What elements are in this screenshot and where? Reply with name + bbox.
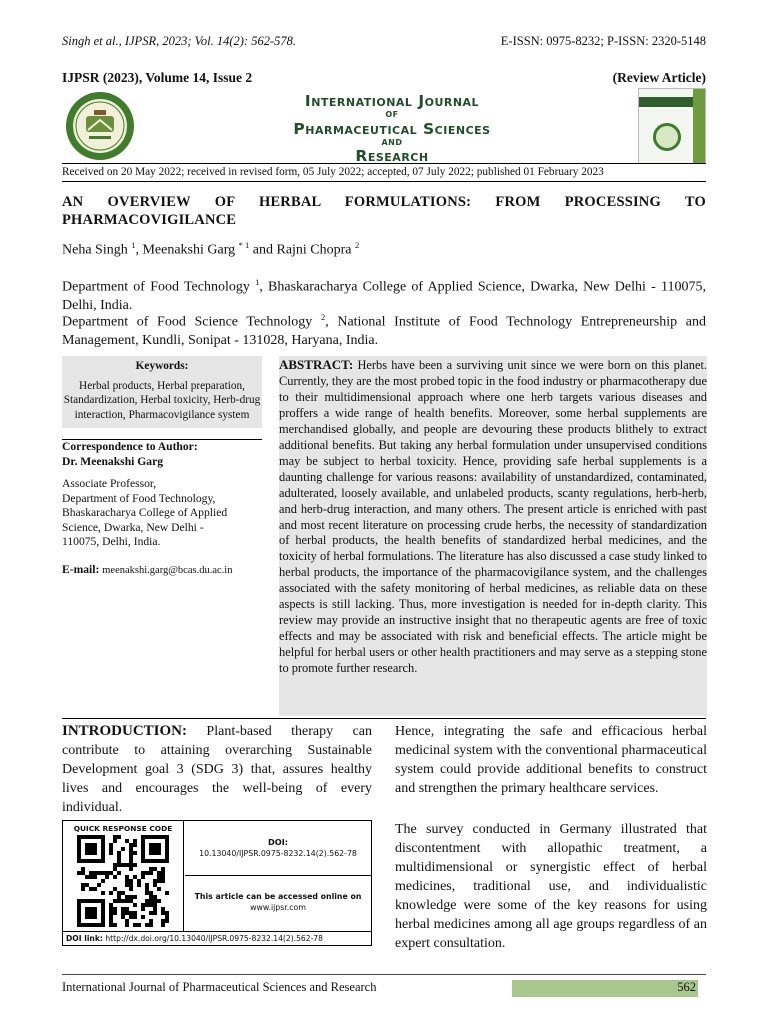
received-dates: Received on 20 May 2022; received in revised form, 05 July 2022; accepted, 07 July 2022; published 01 February 2023	[62, 166, 604, 178]
access-url[interactable]: www.ijpsr.com	[250, 903, 306, 912]
correspondence-box	[62, 440, 262, 578]
journal-name-and: AND	[381, 138, 403, 147]
journal-cover-icon	[638, 88, 706, 164]
correspondence-name: Dr. Meenakshi Garg	[62, 454, 164, 468]
cover-emblem	[653, 123, 681, 151]
qr-panel	[63, 821, 184, 931]
access-label: This article can be accessed online on	[194, 892, 362, 901]
title-line1: AN OVERVIEW OF HERBAL FORMULATIONS: FROM PROCESSING TO	[62, 194, 706, 210]
correspondence-line: Science, Dwarka, New Delhi -	[62, 520, 204, 534]
keywords-box	[62, 356, 262, 428]
affiliation-2	[62, 308, 706, 351]
correspondence-line: Bhaskaracharya College of Applied	[62, 506, 228, 519]
divider	[62, 181, 706, 182]
title-line2: PHARMACOVIGILANCE	[62, 212, 237, 228]
author-3-sup: 2	[355, 240, 360, 250]
email-link[interactable]: meenakshi.garg@bcas.du.ac.in	[102, 564, 233, 576]
divider	[62, 718, 706, 719]
introduction-text: Plant-based therapy can contribute to attaining overarching Sustainable Development goal 3 (SDG 3) that, assures healthy lives and encourages the well-being of every individual.	[62, 724, 372, 815]
cover-band	[639, 97, 695, 107]
author-3: and Rajni Chopra	[249, 242, 356, 258]
abstract-text: Herbs have been a surviving unit since we were born on this planet. Currently, they are the most probed topic in the food industry or pharmacotherapy due to their multidimensional approach where one herb targets various diseases and proffers a wide range of health benefits. Moreover, some herbal supplements are merchandised globally, and people are devouring these products blithely to extract additional benefits. But taking any herbal formulation under unsupervised conditions may be subject to herbal toxicity. Hence, providing safe herbal supplements is a daunting challenge for various reasons: availability of unstandardized, contaminated, adulterated, loosely available, and unlabeled products, scanty regulations, herb-herb, and herb-drug interaction, and many others. The present article is enriched with past and most recent literature on processing crude herbs, the necessity of standardization of herbal products, the health benefits of standardized herbal medicines, and the toxicity of herbal formulations. The literature has also discussed a case study linked to herbal products, the importance of the pharmacovigilance system, and the challenges associated with the safety monitoring of herbal medicines, as reliable data on these aspects is still lacking. Thus, more investigation is needed for in-depth clarity. This review may provide an instructive insight that no therapeutic agents are free of toxic effects and may be associated with risk and beneficial effects. The article might be helpful for herbal users or other health practitioners and may serve as a stepping stone to promote further research.	[279, 358, 707, 676]
access-panel	[185, 877, 371, 931]
journal-name-line3: Research	[355, 147, 429, 165]
issue-text: IJPSR (2023), Volume 14, Issue 2	[62, 70, 253, 85]
affiliation-2-dept: Department of Food Science Technology	[62, 314, 321, 330]
correspondence-line: Department of Food Technology,	[62, 491, 216, 505]
issn-text: E-ISSN: 0975-8232; P-ISSN: 2320-5148	[500, 34, 706, 48]
qr-code-icon[interactable]	[77, 835, 169, 927]
doi-panel	[185, 821, 371, 876]
author-2-sup: * 1	[238, 240, 250, 250]
journal-name-line2: Pharmaceutical Sciences	[293, 120, 491, 138]
abstract-box	[279, 356, 707, 716]
journal-name-line1: International Journal	[304, 92, 480, 110]
affiliation-1-sup: 1	[255, 277, 260, 287]
qr-title: QUICK RESPONSE CODE	[73, 824, 173, 833]
doi-link-row	[63, 931, 371, 946]
correspondence-line: 110075, Delhi, India.	[62, 535, 161, 548]
journal-banner	[62, 88, 706, 165]
author-list	[62, 240, 359, 259]
author-1: Neha Singh	[62, 242, 132, 258]
issue-line	[62, 70, 706, 86]
cover-strip	[693, 89, 705, 163]
doi-value: 10.13040/IJPSR.0975-8232.14(2).562-78	[199, 849, 357, 858]
introduction-heading: INTRODUCTION:	[62, 723, 188, 739]
author-2: , Meenakshi Garg	[135, 242, 239, 258]
doi-link-label: DOI link:	[66, 934, 103, 943]
article-info-box	[62, 820, 372, 946]
affiliation-1-inst: , Bhaskaracharya College of Applied Science, Dwarka, New Delhi - 110075, Delhi, India.	[62, 279, 706, 314]
keywords-heading: Keywords:	[135, 360, 189, 372]
correspondence-line: Associate Professor,	[62, 477, 157, 490]
right-paragraph-1: Hence, integrating the safe and efficacious herbal medicinal system with the conventional pharmaceutical system could provide additional benefits to construct and strengthen the primary healthcare services.	[395, 724, 707, 796]
right-paragraph-2: The survey conducted in Germany illustrated that discontentment with allopathic treatment, a multidimensional or synergistic effect of herbal medicines, traditional use, and individualistic knowledge were some of the key reasons for using herbal medicines among all age groups regardless of an expert consultation.	[395, 822, 707, 951]
citation-text: Singh et al., IJPSR, 2023; Vol. 14(2): 562-578.	[62, 34, 296, 48]
affiliation-2-sup: 2	[320, 312, 326, 322]
journal-name	[262, 92, 522, 165]
article-type: (Review Article)	[612, 70, 706, 85]
abstract-label: ABSTRACT:	[279, 357, 354, 372]
introduction-paragraph	[62, 722, 372, 817]
footer-journal: International Journal of Pharmaceutical Sciences and Research	[62, 980, 377, 994]
article-title	[62, 193, 706, 229]
journal-name-of: OF	[385, 110, 399, 119]
page-number: 562	[677, 980, 696, 994]
email-label: E-mail:	[62, 562, 100, 576]
keywords-text: Herbal products, Herbal preparation, Standardization, Herbal toxicity, Herb-drug interaction, Pharmacovigilance system	[63, 380, 261, 421]
footer-divider	[62, 974, 706, 975]
correspondence-email	[62, 563, 262, 579]
divider	[62, 163, 706, 164]
doi-link[interactable]: http://dx.doi.org/10.13040/IJPSR.0975-8232.14(2).562-78	[102, 934, 323, 943]
author-1-sup: 1	[131, 240, 136, 250]
correspondence-heading: Correspondence to Author:	[62, 440, 198, 453]
journal-seal-icon	[64, 90, 136, 162]
doi-label: DOI:	[267, 837, 289, 847]
running-header	[62, 34, 706, 49]
affiliation-1-dept: Department of Food Technology	[62, 279, 256, 295]
affiliation-2-inst: , National Institute of Food Technology Entrepreneurship and Management, Kundli, Sonipat - 131028, Haryana, India.	[62, 314, 706, 349]
